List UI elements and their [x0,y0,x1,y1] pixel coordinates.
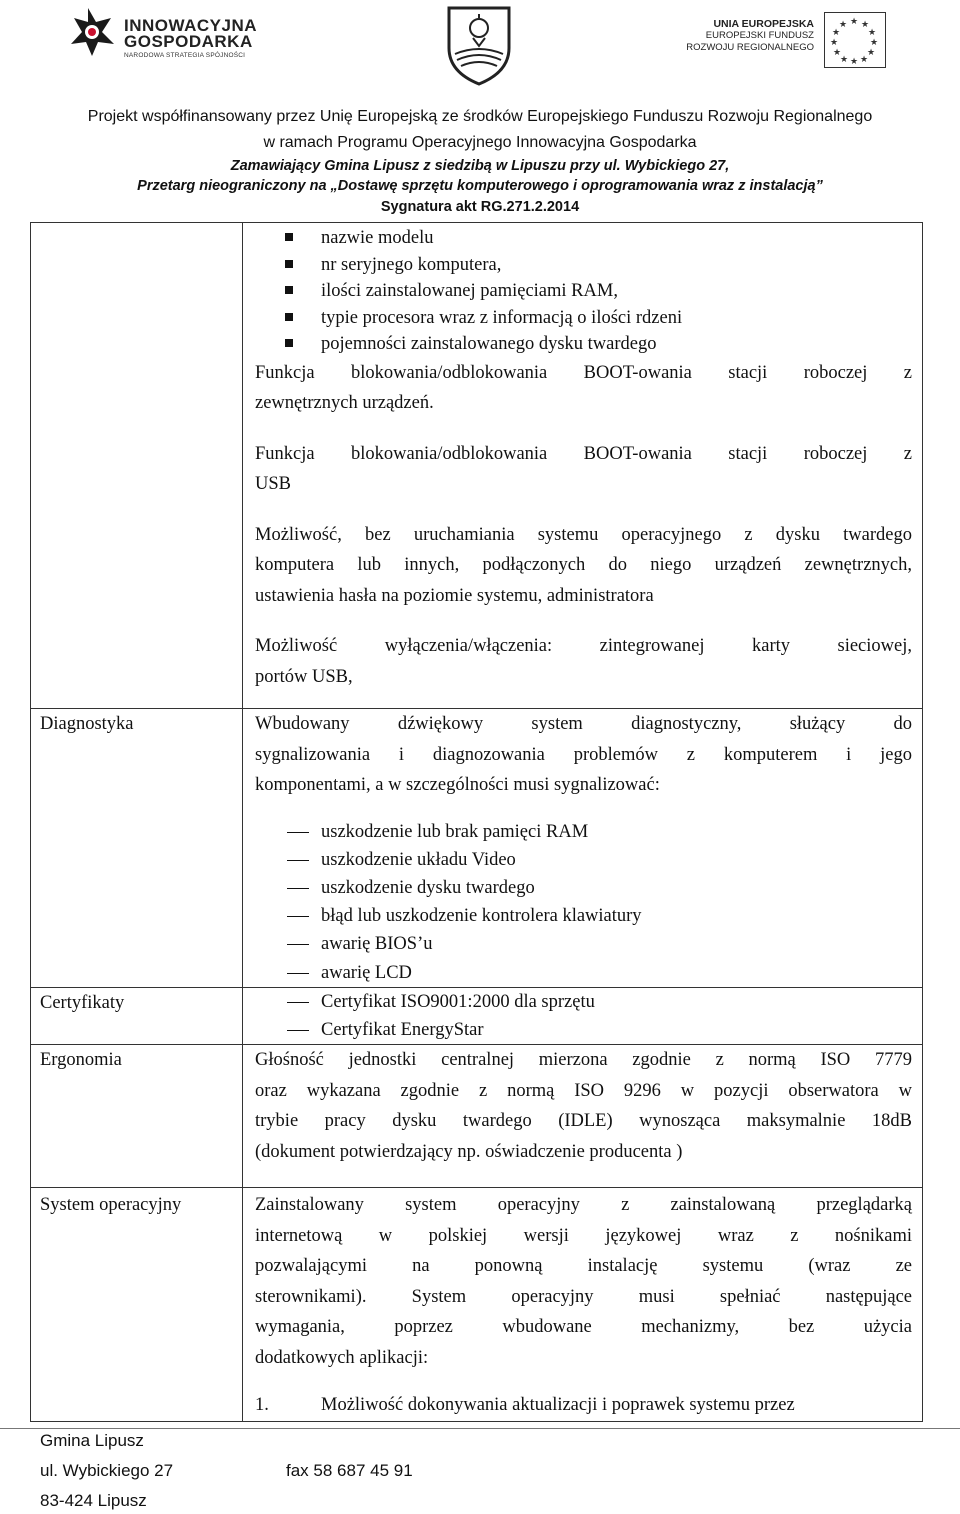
ig-emblem-icon [66,4,122,60]
footer-name: Gmina Lipusz [40,1431,144,1450]
list-item: ilości zainstalowanej pamięciami RAM, [321,278,912,305]
os-line3: pozwalającymi na ponowną instalację systemu (wraz ze [255,1256,912,1277]
row-label: Certyfikaty [31,987,243,1044]
svg-text:★: ★ [839,54,849,64]
os-line2: internetową w polskiej wersji językowej wraz z nośnikami [255,1225,912,1246]
list-item: uszkodzenie lub brak pamięci RAM [321,818,912,846]
os-line5: wymagania, poprzez wbudowane mechanizmy, bez użycia [255,1317,912,1338]
ordering-party-line: Zamawiający Gmina Lipusz z siedzibą w Lipuszu przy ul. Wybickiego 27, [230,158,730,174]
list-item: uszkodzenie układu Video [321,846,912,874]
boot-usb-line2: USB [255,474,291,494]
diag-line3: komponentami, a w szczególności musi sygnalizować: [255,775,660,795]
row-content [243,223,923,709]
disable-line2: portów USB, [255,666,353,687]
list-item: typie procesora wraz z informacją o ilości rdzeni [321,305,912,332]
program-line: w ramach Programu Operacyjnego Innowacyjna Gospodarka [263,134,697,151]
table-row-ergonomics [31,1045,923,1188]
svg-text:★: ★ [831,27,841,37]
tender-title-line: Przetarg nieograniczony na „Dostawę sprzętu komputerowego i oprogramowania wraz z instalacją” [137,178,823,194]
ergo-line1: Głośność jednostki centralnej mierzona zgodnie z normą ISO 7779 [255,1050,912,1071]
footer-postcode: 83-424 Lipusz [40,1491,147,1510]
document-footer [40,1426,930,1514]
list-item: nazwie modelu [321,225,912,252]
footer-fax: fax 58 687 45 91 [286,1461,413,1480]
boot-usb-line1: Funkcja blokowania/odblokowania BOOT-owania stacji roboczej z [255,443,912,464]
os-line4: sterownikami). System operacyjny musi spełniać następujące [255,1286,912,1307]
eu-flag-icon [824,12,886,68]
password-line1: Możliwość, bez uruchamiania systemu operacyjnego z dysku twardego [255,524,912,545]
password-line2: komputera lub innych, podłączonych do niego urządzeń zewnętrznych, [255,555,912,575]
row-label: System operacyjny [31,1188,243,1422]
table-row-bios [31,223,923,709]
ig-title-line2: GOSPODARKA [124,32,253,51]
innowacyjna-gospodarka-logo [66,4,266,60]
row-content [243,709,923,988]
list-item: pojemności zainstalowanego dysku twardego [321,331,912,358]
gmina-crest-logo [445,4,513,86]
project-funding-line: Projekt współfinansowany przez Unię Europejską ze środków Europejskiego Funduszu Rozwoju Regionalnego [87,108,873,125]
list-item: Certyfikat EnergyStar [321,1016,912,1044]
table-row-os [31,1188,923,1422]
table-row-certificates [31,987,923,1044]
ig-subtitle: NARODOWA STRATEGIA SPÓJNOŚCI [124,52,246,59]
item-text: Możliwość dokonywania aktualizacji i poprawek systemu przez [321,1395,795,1416]
row-label: Diagnostyka [31,709,243,988]
ig-title-line1: INNOWACYJNA [124,16,258,35]
eu-title: UNIA EUROPEJSKA [713,18,814,30]
logo-bar [0,0,960,100]
list-item: awarię LCD [321,959,912,987]
svg-text:★: ★ [849,16,859,26]
list-item: nr seryjnego komputera, [321,252,912,279]
bios-info-list [255,225,912,358]
list-item: Certyfikat ISO9001:2000 dla sprzętu [321,988,912,1016]
svg-text:★: ★ [867,27,877,37]
ergo-line2: oraz wykazana zgodnie z normą ISO 9296 w pozycji obserwatora w [255,1080,912,1101]
list-item: awarię BIOS’u [321,930,912,958]
footer-street: ul. Wybickiego 27 [40,1461,174,1480]
specification-table [30,222,923,1422]
boot-external-line2: zewnętrznych urządzeń. [255,393,434,413]
diag-line1: Wbudowany dźwiękowy system diagnostyczny, służący do [255,714,912,734]
os-requirement-item [255,1390,912,1421]
crest-icon [445,4,513,86]
row-content [243,987,923,1044]
svg-text:★: ★ [838,19,848,29]
eu-logo [684,4,894,68]
svg-text:★: ★ [859,54,869,64]
ergo-line3: trybie pracy dysku twardego (IDLE) wynosząca maksymalnie 18dB [255,1111,912,1132]
svg-text:★: ★ [866,47,876,57]
ergo-line4: (dokument potwierdzający np. oświadczenie producenta ) [255,1141,683,1162]
disable-line1: Możliwość wyłączenia/włączenia: zintegrowanej karty sieciowej, [255,636,912,656]
password-line3: ustawienia hasła na poziomie systemu, administratora [255,585,654,606]
os-line6: dodatkowych aplikacji: [255,1347,429,1368]
eu-fund-line2: ROZWOJU REGIONALNEGO [686,42,814,53]
svg-text:★: ★ [832,47,842,57]
item-number: 1. [255,1395,269,1416]
svg-text:★: ★ [869,37,879,47]
svg-text:★: ★ [829,37,839,47]
row-content [243,1188,923,1422]
diag-line2: sygnalizowania i diagnozowania problemów z komputerem i jego [255,744,912,765]
os-line1: Zainstalowany system operacyjny z zainstalowaną przeglądarką [255,1195,912,1216]
row-label: Ergonomia [31,1045,243,1188]
row-content [243,1045,923,1188]
svg-text:★: ★ [849,56,859,66]
case-reference: Sygnatura akt RG.271.2.2014 [380,199,580,215]
boot-external-line1: Funkcja blokowania/odblokowania BOOT-owania stacji roboczej z [255,362,912,383]
diag-signal-list [255,818,912,987]
table-row-diagnostics [31,709,923,988]
eu-fund-line1: EUROPEJSKI FUNDUSZ [705,30,814,41]
row-label [31,223,243,709]
document-header [0,104,960,218]
certificate-list [255,988,912,1044]
list-item: błąd lub uszkodzenie kontrolera klawiatury [321,902,912,930]
list-item: uszkodzenie dysku twardego [321,874,912,902]
svg-text:★: ★ [860,19,870,29]
